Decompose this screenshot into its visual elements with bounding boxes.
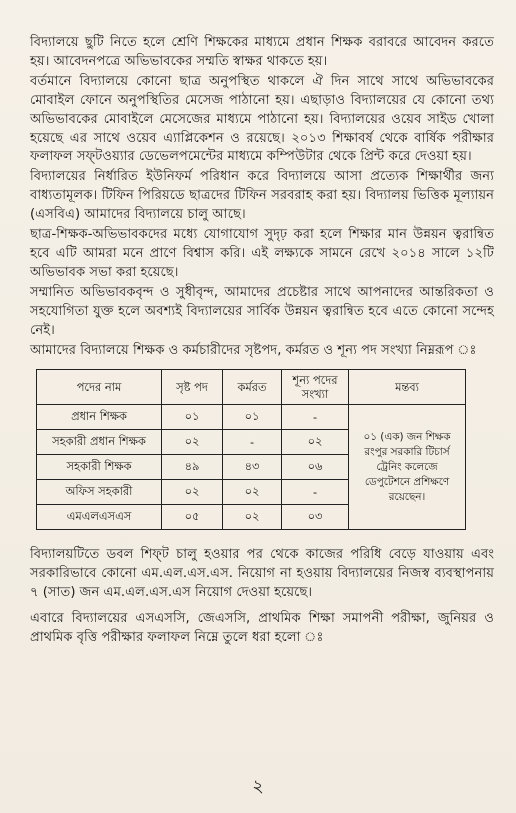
paragraph-results-intro: এবারে বিদ্যালয়ের এসএসসি, জেএসসি, প্রাথমিক শিক্ষা সমাপনী পরীক্ষা, জুনিয়র ও প্রাথমিক বৃত্তি পরীক্ষার ফলাফল নিম্নে তুলে ধরা হলো ঃ [30, 611, 494, 646]
header-remarks: মন্তব্য [349, 370, 466, 405]
staff-posts-table [36, 369, 466, 530]
cell-post-name: প্রধান শিক্ষক [37, 405, 162, 430]
paragraph-uniform: বিদ্যালয়ের নির্ধারিত ইউনিফর্ম পরিধান করে বিদ্যালয়ে আসা প্রত্যেক শিক্ষার্থীর জন্য বাধ্যতামূলক। টিফিন পিরিয়ডে ছাত্রদের টিফিন সরবরাহ করা হয়। বিদ্যালয় ভিত্তিক মূল্যায়ন (এসবিএ) আমাদের বিদ্যালয়ে চালু আছে। [30, 169, 494, 223]
cell-vacant: - [282, 480, 349, 505]
cell-post-name: অফিস সহকারী [37, 480, 162, 505]
cell-working: ০১ [223, 405, 282, 430]
paragraph-mobile-sms: বর্তমানে বিদ্যালয়ে কোনো ছাত্র অনুপস্থিত থাকলে ঐ দিন সাথে সাথে অভিভাবকের মোবাইল ফোনে অনুপস্থিতির মেসেজ পাঠানো হয়। এছাড়াও বিদ্যালয়ের যে কোনো তথ্য অভিভাবকের মোবাইলে মেসেজের মাধ্যমে পাঠানো হয়। বিদ্যালয়ের ওয়েব সাইড খোলা হয়েছে এর সাথে ওয়েব এ্যাপ্লিকেশন ও রয়েছে। ২০১৩ শিক্ষাবর্ষ থেকে বার্ষিক পরীক্ষার ফলাফল সফ্‌টওয়্যার ডেভেলপমেন্টের মাধ্যমে কম্পিউটার থেকে প্রিন্ট করে দেওয়া হয়। [30, 73, 494, 165]
cell-working: ৪৩ [223, 455, 282, 480]
header-created-posts: সৃষ্ট পদ [162, 370, 223, 405]
paragraph-mlss-appointment: বিদ্যালয়টিতে ডবল শিফ্‌ট চালু হওয়ার পর থেকে কাজের পরিধি বেড়ে যাওয়ায় এবং সরকারিভাবে কোনো এম.এল.এস.এস. নিয়োগ না হওয়ায় বিদ্যালয়ের নিজস্ব ব্যবস্থাপনায় ৭ (সাত) জন এম.এল.এস.এস নিয়োগ দেওয়া হয়েছে। [30, 547, 494, 601]
cell-working: ০২ [223, 505, 282, 530]
cell-vacant: - [282, 405, 349, 430]
cell-post-name: সহকারী প্রধান শিক্ষক [37, 430, 162, 455]
cell-remark: ০১ (এক) জন শিক্ষক রংপুর সরকারি টিচার্স ট্রেনিং কলেজে ডেপুটেশনে প্রশিক্ষণে রয়েছেন। [349, 405, 466, 530]
cell-vacant: ০৩ [282, 505, 349, 530]
cell-working: ০২ [223, 480, 282, 505]
header-working: কর্মরত [223, 370, 282, 405]
cell-vacant: ০৬ [282, 455, 349, 480]
cell-post-name: সহকারী শিক্ষক [37, 455, 162, 480]
cell-created: ০২ [162, 480, 223, 505]
page-number: ২ [252, 776, 264, 797]
paragraph-cooperation: সম্মানিত অভিভাবকবৃন্দ ও সুধীবৃন্দ, আমাদের প্রচেষ্টার সাথে আপনাদের আন্তরিকতা ও সহযোগিতা যুক্ত হলে অবশ্যই বিদ্যালয়ের সার্বিক উন্নয়ন ত্বরান্বিত হবে এতে কোনো সন্দেহ নেই। [30, 284, 494, 338]
table-header-row [37, 370, 466, 405]
paragraph-staff-intro: আমাদের বিদ্যালয়ে শিক্ষক ও কর্মচারীদের সৃষ্টপদ, কর্মরত ও শূন্য পদ সংখ্যা নিম্নরূপ ঃ [30, 342, 477, 358]
cell-post-name: এমএলএসএস [37, 505, 162, 530]
table-row [37, 405, 466, 430]
cell-created: ০৫ [162, 505, 223, 530]
paragraph-leave-application: বিদ্যালয়ে ছুটি নিতে হলে শ্রেণি শিক্ষকের মাধ্যমে প্রধান শিক্ষক বরাবরে আবেদন করতে হয়। আবেদনপত্রে অভিভাবকের সম্মতি স্বাক্ষর থাকতে হয়। [30, 35, 494, 69]
cell-vacant: ০২ [282, 430, 349, 455]
header-post-name: পদের নাম [37, 370, 162, 405]
header-vacant: শূন্য পদের সংখ্যা [282, 370, 349, 405]
cell-created: ৪৯ [162, 455, 223, 480]
cell-created: ০১ [162, 405, 223, 430]
paragraph-guardian-meetings: ছাত্র-শিক্ষক-অভিভাবকদের মধ্যে যোগাযোগ সুদৃঢ় করা হলে শিক্ষার মান উন্নয়ন ত্বরান্বিত হবে এটি আমরা মনে প্রাণে বিশ্বাস করি। এই লক্ষ্যকে সামনে রেখে ২০১৪ সালে ১২টি অভিভাবক সভা করা হয়েছে। [30, 227, 494, 280]
cell-created: ০২ [162, 430, 223, 455]
cell-working: - [223, 430, 282, 455]
